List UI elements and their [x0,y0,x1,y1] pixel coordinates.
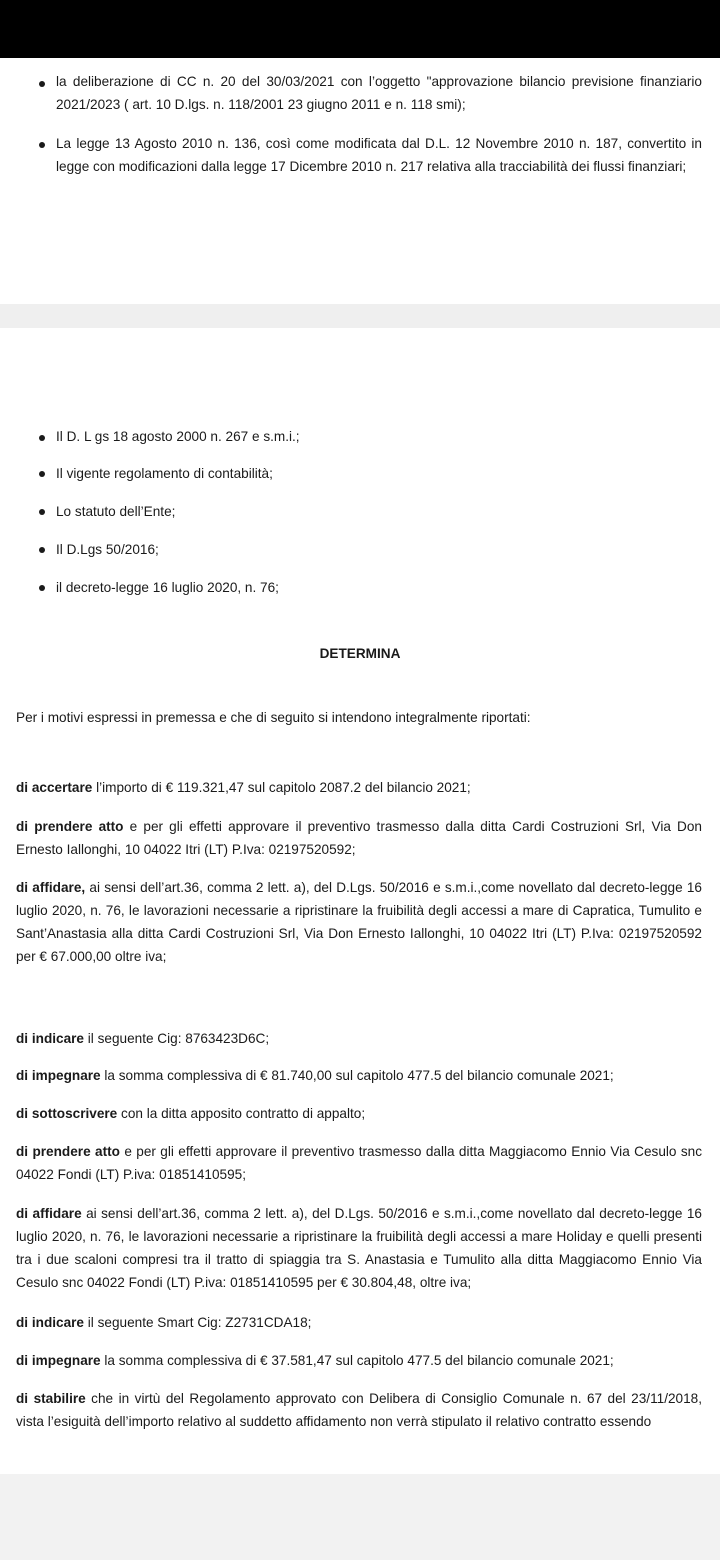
document-page-2 [0,328,720,1474]
decision-lead: di prendere atto [16,1144,120,1159]
page-separator [0,1474,720,1560]
section-title: DETERMINA [319,646,401,661]
decision-text: il seguente Smart Cig: Z2731CDA18; [84,1315,312,1330]
decision-lead: di accertare [16,780,93,795]
document-page-1 [0,58,720,304]
decision-text: la somma complessiva di € 37.581,47 sul capitolo 477.5 del bilancio comunale 2021; [100,1353,614,1368]
intro-paragraph: Per i motivi espressi in premessa e che di seguito si intendono integralmente riportati: [16,710,531,725]
reference-item: Il D. L gs 18 agosto 2000 n. 267 e s.m.i.; [56,429,300,444]
decision-item [16,1027,702,1050]
decision-lead: di sottoscrivere [16,1106,118,1121]
bullet-icon [39,509,45,515]
decision-text: e per gli effetti approvare il preventivo trasmesso dalla ditta Maggiacomo Ennio Via Cesulo snc 04022 Fondi (LT) P.iva: 01851410595; [16,1144,702,1182]
reference-item: Il vigente regolamento di contabilità; [56,466,273,481]
decision-lead: di affidare [16,1206,82,1221]
bullet-icon [39,585,45,591]
decision-item [16,1202,702,1294]
page-separator [0,304,720,328]
reference-item: il decreto-legge 16 luglio 2020, n. 76; [56,580,279,595]
decision-text: che in virtù del Regolamento approvato con Delibera di Consiglio Comunale n. 67 del 23/11/2018, vista l’esiguità dell’importo relativo al suddetto affidamento non verrà stipulato il relativo contratto essendo [16,1391,702,1429]
decision-text: ai sensi dell’art.36, comma 2 lett. a), del D.Lgs. 50/2016 e s.m.i.,come novellato dal decreto-legge 16 luglio 2020, n. 76, le lavorazioni necessarie a ripristinare la fruibilità degli accessi a mare di Capratica, Tumulito e Sant’Anastasia alla ditta Cardi Costruzioni Srl, Via Don Ernesto Iallonghi, 10 04022 Itri (LT) P.Iva: 02197520592 per € 67.000,00 oltre iva; [16,880,702,964]
decision-lead: di impegnare [16,1353,101,1368]
status-bar [0,0,720,58]
bullet-icon [39,547,45,553]
decision-item [16,1064,702,1087]
bullet-icon [39,81,45,87]
decision-lead: di stabilire [16,1391,86,1406]
decision-item [16,1140,702,1186]
decision-item [16,876,702,968]
decision-lead: di affidare, [16,880,86,895]
decision-text: il seguente Cig: 8763423D6C; [84,1031,270,1046]
premise-item: La legge 13 Agosto 2010 n. 136, così come modificata dal D.L. 12 Novembre 2010 n. 187, convertito in legge con modificazioni dalla legge 17 Dicembre 2010 n. 217 relativa alla tracciabilità dei flussi finanziari; [56,136,702,174]
decision-text: ai sensi dell’art.36, comma 2 lett. a), del D.Lgs. 50/2016 e s.m.i.,come novellato dal decreto-legge 16 luglio 2020, n. 76, le lavorazioni necessarie a ripristinare la fruibilità degli accessi a mare Holiday e quelli presenti tra i due scaloni compresi tra il tratto di spiaggia tra S. Anastasia e Tumulito alla ditta Maggiacomo Ennio Via Cesulo snc 04022 Fondi (LT) P.iva: 01851410595 per € 30.804,48, oltre iva; [16,1206,702,1290]
reference-item: Lo statuto dell’Ente; [56,504,176,519]
decision-item [16,1311,702,1334]
decision-item [16,815,702,861]
bullet-icon [39,142,45,148]
premise-item: la deliberazione di CC n. 20 del 30/03/2021 con l’oggetto "approvazione bilancio previsione finanziario 2021/2023 ( art. 10 D.lgs. n. 118/2001 23 giugno 2011 e n. 118 smi); [56,74,702,112]
decision-lead: di prendere atto [16,819,124,834]
decision-item [16,776,702,799]
decision-text: e per gli effetti approvare il preventivo trasmesso dalla ditta Cardi Costruzioni Srl, Via Don Ernesto Iallonghi, 10 04022 Itri (LT) P.Iva: 02197520592; [16,819,702,857]
bullet-icon [39,471,45,477]
decision-item [16,1102,702,1125]
reference-item: Il D.Lgs 50/2016; [56,542,159,557]
decision-item [16,1349,702,1372]
decision-text: la somma complessiva di € 81.740,00 sul capitolo 477.5 del bilancio comunale 2021; [100,1068,614,1083]
decision-lead: di indicare [16,1315,84,1330]
decision-item [16,1387,702,1433]
bullet-icon [39,435,45,441]
decision-lead: di impegnare [16,1068,101,1083]
decision-text: con la ditta apposito contratto di appalto; [117,1106,366,1121]
decision-lead: di indicare [16,1031,84,1046]
decision-text: l’importo di € 119.321,47 sul capitolo 2087.2 del bilancio 2021; [92,780,471,795]
